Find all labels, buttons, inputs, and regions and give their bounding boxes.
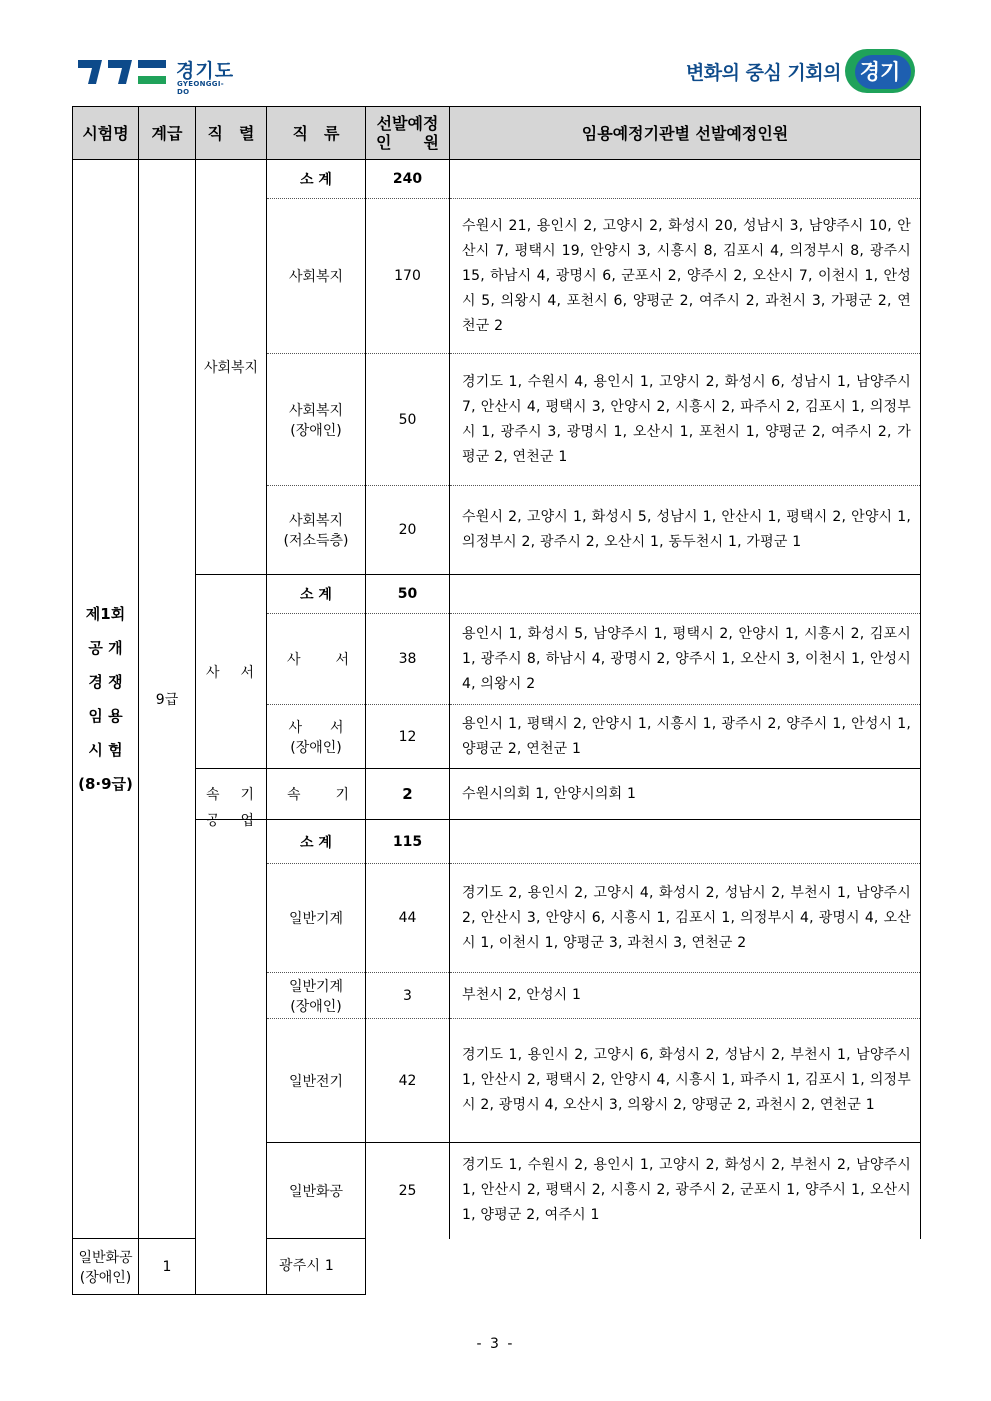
type-cell	[73, 1239, 139, 1295]
slogan-text: 변화의 중심 기회의	[685, 61, 841, 84]
alloc-cell: 경기도 1, 수원시 2, 용인시 1, 고양시 2, 화성시 2, 부천시 2, 남양주시 1, 안산시 2, 평택시 2, 시흥시 2, 광주시 2, 군포시 1, 양주시 1, 오산시 1, 양평군 2, 여주시 1	[450, 1143, 921, 1239]
type-line: (저소득층)	[283, 533, 349, 549]
type-line: 사 서	[288, 719, 344, 736]
subtotal-count: 50	[366, 575, 450, 614]
slogan-badge	[845, 49, 915, 93]
alloc-cell: 수원시 21, 용인시 2, 고양시 2, 화성시 20, 성남시 3, 남양주시 10, 안산시 7, 평택시 19, 안양시 3, 시흥시 8, 김포시 4, 의정부시 8, 광주시 15, 하남시 4, 광명시 6, 군포시 2, 양주시 2, 오산시 7, 이천시 1, 안성시 5, 의왕시 4, 포천시 6, 양평군 2, 여주시 2, 과천시 3, 가평군 2, 연천군 2	[450, 199, 921, 354]
exam-name-cell	[73, 160, 139, 1239]
type-line: 사회복지	[288, 402, 344, 419]
type-line: (장애인)	[290, 739, 342, 756]
count-cell: 170	[366, 199, 450, 354]
type-cell	[267, 769, 366, 820]
subtotal-count: 240	[366, 160, 450, 199]
table-header-row	[73, 107, 921, 160]
type-cell	[267, 614, 366, 705]
type-char: 기	[335, 787, 349, 803]
subtotal-count: 115	[366, 820, 450, 864]
alloc-cell: 부천시 2, 안성시 1	[450, 973, 921, 1019]
type-cell	[267, 705, 366, 769]
table-row	[73, 575, 921, 614]
table-row	[73, 160, 921, 199]
header-exam: 시험명	[73, 107, 139, 160]
alloc-cell: 경기도 1, 수원시 4, 용인시 1, 고양시 2, 화성시 6, 성남시 1, 남양주시 7, 안산시 4, 평택시 3, 안양시 2, 시흥시 2, 파주시 2, 김포시 1, 의정부시 1, 광주시 3, 광명시 1, 오산시 1, 포천시 1, 양평군 2, 여주시 2, 가평군 2, 연천군 1	[450, 354, 921, 486]
header-count-line1: 선발예정	[376, 114, 439, 133]
type-cell	[267, 973, 366, 1019]
job-char: 서	[240, 664, 254, 681]
alloc-cell: 수원시의회 1, 안양시의회 1	[450, 769, 921, 820]
exam-name-line: 시 험	[88, 741, 123, 759]
header-count-line2: 인 원	[376, 133, 439, 152]
logo-subtext: GYEONGGI-DO	[177, 80, 224, 96]
type-cell	[267, 354, 366, 486]
slogan-badge-text: 경기	[859, 60, 901, 84]
type-cell: 일반전기	[267, 1019, 366, 1143]
alloc-cell-empty	[450, 160, 921, 199]
type-cell: 일반기계	[267, 864, 366, 973]
type-cell	[267, 486, 366, 575]
type-line: (장애인)	[79, 1269, 132, 1286]
header-job: 직 렬	[196, 107, 267, 160]
exam-name-line: 경 쟁	[88, 673, 123, 691]
type-cell: 일반화공	[267, 1143, 366, 1239]
job-industry	[196, 813, 267, 1295]
alloc-cell: 경기도 2, 용인시 2, 고양시 4, 화성시 2, 성남시 2, 부천시 1, 남양주시 2, 안산시 3, 안양시 6, 시흥시 1, 김포시 1, 의정부시 4, 광명시 4, 오산시 1, 이천시 1, 양평군 3, 과천시 3, 연천군 2	[450, 864, 921, 973]
job-char: 업	[240, 813, 254, 829]
count-cell: 38	[366, 614, 450, 705]
subtotal-label: 소 계	[267, 820, 366, 864]
gyeonggi-logo	[76, 56, 236, 96]
count-cell: 20	[366, 486, 450, 575]
header-grade: 계급	[139, 107, 196, 160]
exam-name-line: 공 개	[88, 639, 123, 657]
alloc-cell: 용인시 1, 평택시 2, 안양시 1, 시흥시 1, 광주시 2, 양주시 1, 안성시 1, 양평군 2, 연천군 1	[450, 705, 921, 769]
count-cell: 44	[366, 864, 450, 973]
logo-text: 경기도	[176, 60, 235, 82]
count-cell: 2	[366, 769, 450, 820]
alloc-cell: 용인시 1, 화성시 5, 남양주시 1, 평택시 2, 안양시 1, 시흥시 2, 김포시 1, 광주시 8, 하남시 4, 광명시 2, 양주시 1, 오산시 3, 이천시 1, 안성시 4, 의왕시 2	[450, 614, 921, 705]
type-line: 사회복지	[288, 513, 344, 529]
alloc-cell: 광주시 1	[267, 1239, 366, 1295]
exam-name-line: 제1회	[85, 605, 126, 623]
count-cell: 12	[366, 705, 450, 769]
header-count	[366, 107, 450, 160]
count-cell: 50	[366, 354, 450, 486]
exam-name-line: (8·9급)	[78, 775, 133, 793]
job-char: 공	[206, 813, 220, 829]
type-cell: 사회복지	[267, 199, 366, 354]
type-line: 일반기계	[288, 978, 344, 995]
subtotal-label: 소 계	[267, 575, 366, 614]
table-row	[73, 820, 921, 864]
job-librarian	[196, 575, 267, 769]
job-char: 속	[206, 787, 220, 803]
recruitment-table	[72, 106, 921, 1295]
type-line: (장애인)	[290, 422, 342, 439]
count-cell: 1	[139, 1239, 196, 1295]
alloc-cell: 수원시 2, 고양시 1, 화성시 5, 성남시 1, 안산시 1, 평택시 2, 안양시 1, 의정부시 2, 광주시 2, 오산시 1, 동두천시 1, 가평군 1	[450, 486, 921, 575]
alloc-cell-empty	[450, 820, 921, 864]
alloc-cell-empty	[450, 575, 921, 614]
count-cell: 3	[366, 973, 450, 1019]
type-char: 사	[287, 652, 301, 668]
type-char: 속	[287, 787, 301, 803]
type-line: (장애인)	[290, 998, 342, 1015]
job-char: 사	[206, 664, 220, 681]
type-char: 서	[335, 652, 349, 668]
job-welfare: 사회복지	[196, 160, 267, 575]
grade-cell: 9급	[139, 160, 196, 1239]
page-number: - 3 -	[476, 1336, 515, 1352]
count-cell: 25	[366, 1143, 450, 1239]
exam-name-line: 임 용	[88, 707, 123, 725]
job-char: 기	[240, 787, 254, 803]
header-type: 직 류	[267, 107, 366, 160]
alloc-cell: 경기도 1, 용인시 2, 고양시 6, 화성시 2, 성남시 2, 부천시 1, 남양주시 1, 안산시 2, 평택시 2, 안양시 4, 시흥시 1, 파주시 1, 김포시 1, 의정부시 2, 광명시 4, 오산시 3, 의왕시 2, 양평군 2, 과천시 2, 연천군 1	[450, 1019, 921, 1143]
slogan	[686, 48, 915, 94]
subtotal-label: 소 계	[267, 160, 366, 199]
type-line: 일반화공	[78, 1249, 133, 1266]
gyeonggi-logo-mark-icon	[76, 56, 168, 88]
count-cell: 42	[366, 1019, 450, 1143]
header-alloc: 임용예정기관별 선발예정인원	[450, 107, 921, 160]
